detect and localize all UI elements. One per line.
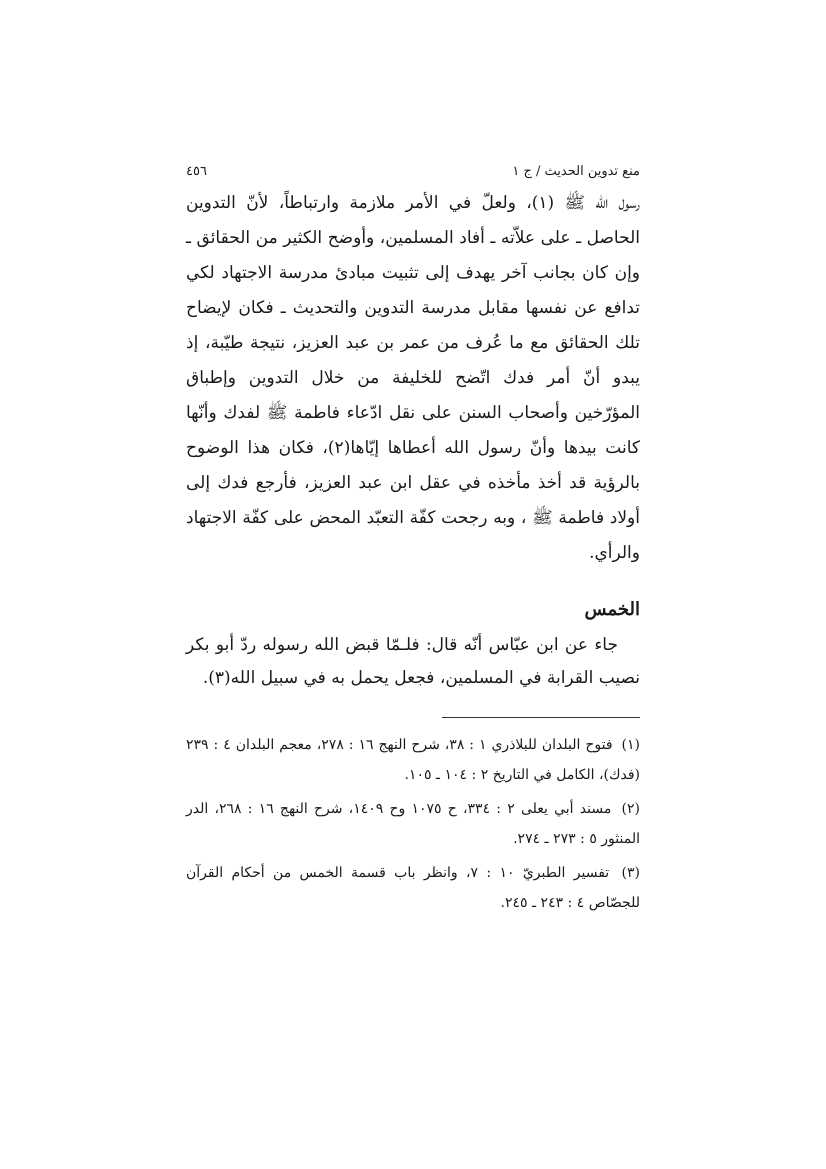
footnote-text: مسند أبي يعلى ٢ : ٣٣٤، ح ١٠٧٥ وح ١٤٠٩، شرح النهج ١٦ : ٢٦٨، الدر المنثور ٥ : ٢٧٣ ـ ٢٧٤. — [186, 801, 640, 847]
footnote-3 — [186, 858, 640, 918]
body-paragraph: رسول الله ﷺ (١)، ولعلّ في الأمر ملازمة وارتباطاً، لأنّ التدوين الحاصل ـ على علاّته ـ أفاد المسلمين، وأوضح الكثير من الحقائق ـ وإن كان بجانب آخر يهدف إلى تثبيت مبادئ مدرسة الاجتهاد لكي تدافع عن نفسها مقابل مدرسة التدوين والتحديث ـ فكان لإيضاح تلك الحقائق مع ما عُرف من عمر بن عبد العزيز، نتيجة طيّبة، إذ يبدو أنّ أمر فدك اتّضح للخليفة من خلال التدوين وإطباق المؤرّخين وأصحاب السنن على نقل ادّعاء فاطمة ﷺ لفدك وأنّها كانت بيدها وأنّ رسول الله أعطاها إيّاها(٢)، فكان هذا الوضوح بالرؤية قد أخذ مأخذه في عقل ابن عبد العزيز، فأرجع فدك إلى أولاد فاطمة ﷺ ، وبه رجحت كفّة التعبّد المحض على كفّة الاجتهاد والرأي. — [186, 193, 641, 563]
footnotes-list — [186, 730, 640, 918]
footnote-1 — [186, 730, 640, 790]
footnote-text: تفسير الطبريّ ١٠ : ٧، وانظر باب قسمة الخمس من أحكام القرآن للجصّاص ٤ : ٢٤٣ ـ ٢٤٥. — [186, 865, 640, 911]
footnote-divider — [442, 717, 640, 718]
footnote-marker: (٣) — [621, 865, 640, 881]
page-number: ٤٥٦ — [186, 164, 207, 179]
section-heading: الخمس — [584, 599, 640, 620]
footnote-text: فتوح البلدان للبلاذري ١ : ٣٨، شرح النهج ١٦ : ٢٧٨، معجم البلدان ٤ : ٢٣٩ (فدك)، الكامل في التاريخ ٢ : ١٠٤ ـ ١٠٥. — [186, 737, 640, 783]
footnote-marker: (١) — [621, 737, 640, 753]
footnote-2 — [186, 794, 640, 854]
section-paragraph: جاء عن ابن عبّاس أنّه قال: فلـمّا قبض الله رسوله ردّ أبو بكر نصيب القرابة في المسلمين، فجعل يحمل به في سبيل الله(٣). — [186, 635, 640, 688]
footnote-marker: (٢) — [621, 801, 640, 817]
running-title: منع تدوين الحديث / ج ١ — [512, 164, 640, 179]
book-page — [186, 160, 640, 922]
running-header — [186, 160, 640, 184]
